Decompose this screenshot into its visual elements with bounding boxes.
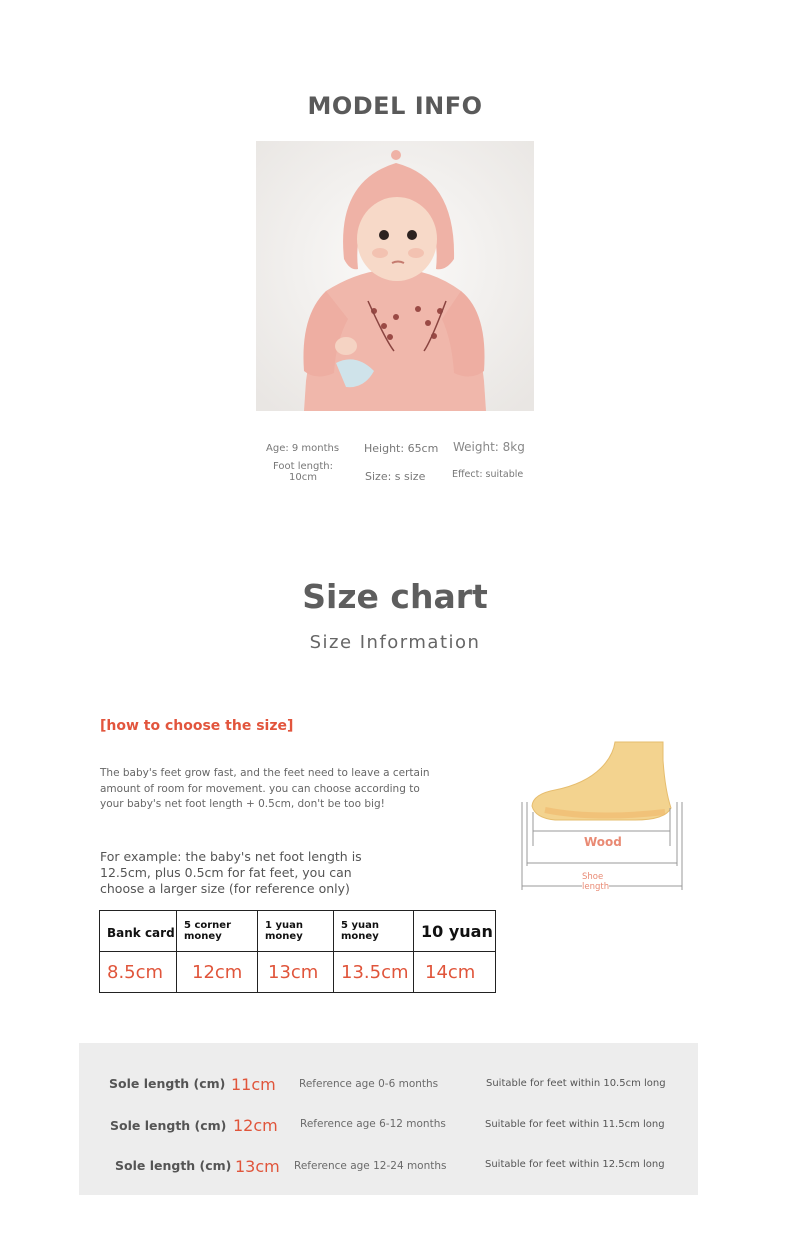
suitable-feet: Suitable for feet within 10.5cm long: [486, 1078, 666, 1089]
header-1-yuan: 1 yuan money: [258, 911, 334, 952]
foot-length-value: 10cm: [289, 472, 317, 483]
model-age: Age: 9 months: [266, 443, 340, 454]
reference-age: Reference age 0-6 months: [299, 1078, 439, 1090]
sole-length-label: Sole length (cm): [110, 1118, 227, 1133]
foot-length-label: Foot length:: [273, 461, 333, 472]
coin-table-value-row: [100, 952, 496, 993]
model-foot-length: [264, 461, 342, 483]
sole-length-value: 13cm: [235, 1157, 280, 1176]
baby-model-photo: [256, 141, 534, 411]
coin-reference-table: [99, 910, 496, 993]
foot-measure-diagram: [515, 738, 690, 898]
size-intro-text: The baby's feet grow fast, and the feet need to leave a certain amount of room for movement. you can choose according to your baby's net foot length + 0.5cm, don't be too big!: [100, 767, 430, 810]
sole-length-label: Sole length (cm): [109, 1076, 226, 1091]
sole-length-label: Sole length (cm): [115, 1158, 232, 1173]
suitable-feet: Suitable for feet within 11.5cm long: [485, 1119, 665, 1130]
value-10-yuan: 14cm: [414, 952, 496, 993]
header-5-corner: 5 corner money: [177, 911, 258, 952]
header-10-yuan: 10 yuan: [414, 911, 496, 952]
model-info-title: MODEL INFO: [307, 92, 483, 120]
reference-age: Reference age 12-24 months: [294, 1160, 447, 1172]
coin-table-header-row: [100, 911, 496, 952]
value-1-yuan: 13cm: [258, 952, 334, 993]
sole-length-value: 11cm: [231, 1075, 276, 1094]
sole-reference-panel: [79, 1043, 698, 1195]
value-5-corner: 12cm: [177, 952, 258, 993]
value-bank-card: 8.5cm: [100, 952, 177, 993]
model-effect: Effect: suitable: [452, 469, 524, 480]
size-example-text: For example: the baby's net foot length is 12.5cm, plus 0.5cm for fat feet, you can choose a larger size (for reference only): [100, 849, 362, 896]
sole-length-value: 12cm: [233, 1116, 278, 1135]
model-height: Height: 65cm: [364, 442, 439, 455]
how-to-choose-heading: [how to choose the size]: [100, 718, 294, 734]
model-weight: Weight: 8kg: [453, 440, 525, 454]
value-5-yuan: 13.5cm: [334, 952, 414, 993]
reference-age: Reference age 6-12 months: [300, 1118, 446, 1130]
size-chart-title: Size chart: [302, 577, 488, 616]
wood-label: Wood: [584, 835, 622, 849]
shoe-length-label: Shoe length: [582, 872, 610, 892]
header-5-yuan: 5 yuan money: [334, 911, 414, 952]
suitable-feet: Suitable for feet within 12.5cm long: [485, 1159, 665, 1170]
size-chart-subtitle: Size Information: [309, 632, 481, 653]
header-bank-card: Bank card: [100, 911, 177, 952]
model-size: Size: s size: [365, 470, 426, 483]
